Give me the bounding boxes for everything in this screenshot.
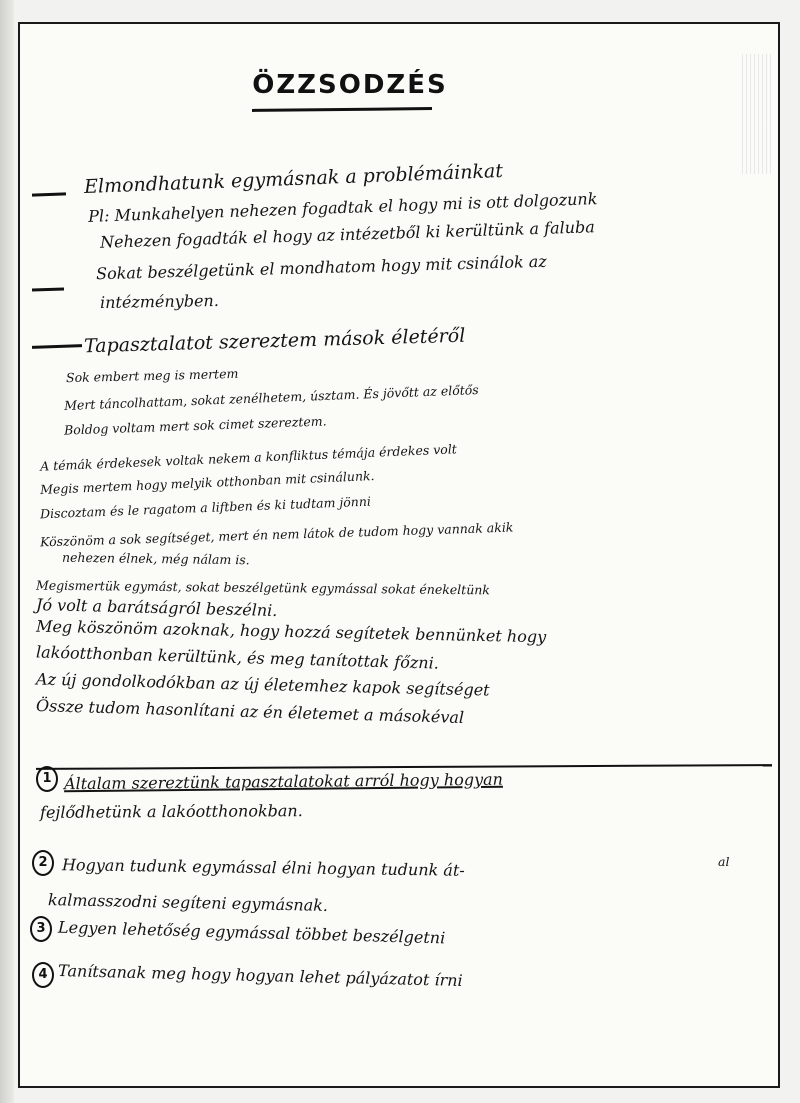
number-circle: 4 (32, 962, 54, 988)
item-line: Megismertük egymást, sokat beszélgetünk egymással sokat énekeltünk (35, 577, 491, 598)
item-line: Mert táncolhattam, sokat zenélhetem, úsztam. És jövőtt az előtős (63, 382, 479, 413)
item-line: Sokat beszélgetünk el mondhatom hogy mit csinálok az (95, 251, 547, 284)
item-line: Sok embert meg is mertem (65, 365, 239, 386)
item-line: A témák érdekesek voltak nekem a konfliktus témája érdekes volt (39, 441, 458, 474)
proposal-superscript: al (718, 854, 730, 869)
number-circle: 1 (36, 766, 58, 792)
scan-noise (742, 54, 772, 174)
scan-edge (0, 0, 14, 1103)
number-circle: 3 (30, 916, 52, 942)
item-line: Discoztam és le ragatom a liftben és ki tudtam jönni (39, 493, 372, 522)
proposal-line: Általam szereztünk tapasztalatokat arról hogy hogyan (63, 769, 503, 794)
item-line: Össze tudom hasonlítani az én életemet a másokéval (35, 696, 465, 727)
item-line: Pl: Munkahelyen nehezen fogadtak el hogy mi is ott dolgozunk (87, 189, 598, 226)
proposal-line: Legyen lehetőség egymással többet beszélgetni (57, 917, 446, 948)
item-line: Megis mertem hogy melyik otthonban mit csinálunk. (39, 468, 375, 497)
item-line: Meg köszönöm azoknak, hogy hozzá segítetek bennünket hogy (35, 616, 547, 647)
item-line: intézményben. (99, 290, 220, 313)
item-line: Elmondhatunk egymásnak a problémáinkat (83, 159, 504, 199)
item-line: Az új gondolkodókban az új életemhez kapok segítséget (35, 669, 490, 700)
number-circle: 2 (32, 850, 54, 876)
proposal-line: fejlődhetünk a lakóotthonokban. (39, 801, 303, 822)
proposal-line: kalmasszodni segíteni egymásnak. (47, 890, 329, 915)
item-line: Köszönöm a sok segítséget, mert én nem látok de tudom hogy vannak akik (39, 519, 514, 550)
item-line: nehezen élnek, még nálam is. (61, 549, 250, 568)
proposal-line: Hogyan tudunk egymással élni hogyan tudunk át- (61, 855, 465, 880)
item-line: Nehezen fogadták el hogy az intézetből ki kerültünk a faluba (99, 217, 596, 252)
item-line: Jó volt a barátságról beszélni. (35, 595, 278, 620)
item-line: lakóotthonban kerültünk, és meg tanítottak főzni. (35, 642, 440, 673)
proposal-line: Tanítsanak meg hogy hogyan lehet pályázatot írni (57, 961, 463, 990)
page-title: ÖZZSODZÉS (252, 70, 448, 100)
item-line: Tapasztalatot szereztem mások életéről (83, 324, 466, 358)
item-line: Boldog voltam mert sok cimet szereztem. (63, 413, 327, 438)
